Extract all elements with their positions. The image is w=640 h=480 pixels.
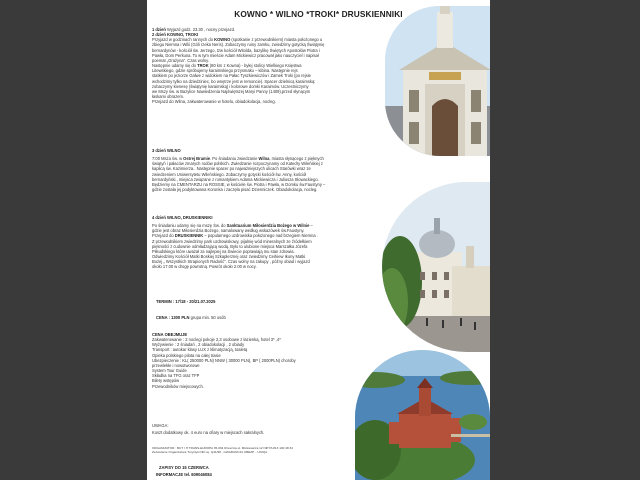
day2-line: Następnie udamy się do xyxy=(152,63,198,69)
uwaga-heading: UWAGA: xyxy=(152,423,169,428)
day4-line: Z przewodnikiem zwiedzimy park uzdrowiskowy, pijalnię wód mineralnych ze źródełkiem xyxy=(152,238,312,244)
day4-heading: 4 dzień WILNO, DRUSKIENNIKI xyxy=(152,215,213,220)
day3-line: 7:00 Msza św. w xyxy=(152,156,184,162)
includes-item: przewlekłe i nowotworowe xyxy=(152,362,200,368)
day2-line: Przyjazd w godzinach rannych do xyxy=(152,37,215,43)
day4-line: Bożej „ Wszystkich Strapionych Radość". Czas wolny na zakupy , późny obiad i wyjazd xyxy=(152,259,310,265)
day4-line: – popularnego uzdrowiska położonego nad brzegiem Niemna . xyxy=(203,233,318,239)
day4-line: Po śniadaniu udamy się na mszę Św. do xyxy=(152,223,227,229)
day3-line: zwiedzeniem Uniwersytetu Wileńskiego. Zobaczymy gotycki kościół św. Anny, kościół xyxy=(152,171,307,177)
cena xyxy=(156,315,226,320)
flyer-title: KOWNO * WILNO *TROKI* DRUSKIENNIKI xyxy=(234,9,403,19)
day3-line: kaplicą św. Kazimierza.. Następnie spacer po najważniejszych ulicach Starówki wraz ze xyxy=(152,166,311,172)
day4-line: Piłsudskiego które uważał za najlepiej na Świecie poprawiają mu stan zdrowia. xyxy=(152,248,295,254)
includes-item: Transport : autokar klasy LUX z klimatyzacją, toaletą xyxy=(152,347,248,353)
includes-item: Wyżywienie : 2 śniadań , 2 obiadokolacji , 2 obiady xyxy=(152,342,245,348)
day4-line: piękności z cudownie odmładzającą wodą. Było to ulubione miejsca Marszałka Józefa xyxy=(152,243,308,249)
day2-line: Przejazd do Wilna, zakwaterowanie w hotelu, obiadokolacja, nocleg. xyxy=(152,99,276,105)
day2-line: łaskami obrazem. xyxy=(152,94,185,100)
day1-text: Wyjazd godz. 23.30 , nocny przejazd. xyxy=(165,27,236,32)
wilno-highlight: Wilna xyxy=(258,156,270,162)
day3-line: Będziemy na CMENTARZU na ROSSIE, w kościele św. Piotra i Pawła, w Domku św.Faustyny – xyxy=(152,181,326,187)
day4-line: Odwiedzimy Kościół Matki Boskiej Szkaplerznej oraz zwiedzimy Cerkiew Ikony Matki xyxy=(152,254,306,260)
organizer-line: ORGANIZATOR : BUT I H TRANS-EUROPA 35-064 Rzeszów ul. Mickiewicza 12 NIP PL813 100 48 34 xyxy=(152,446,293,450)
uwaga-text: Koszt dodatkowy ok. 4 euro na ofiary w miejscach sakralnych. xyxy=(152,430,265,436)
day2-line: statkiem po jeziorze Galwe z widokiem na Pałac Tyszkiewiczów i Zamek Troki (po rejsie xyxy=(152,73,311,79)
day1-label: 1 dzień xyxy=(152,27,166,32)
cena-note: grupa min. 50 osób xyxy=(189,315,226,320)
day2-line: poemat „Grażyna”. Czas wolny. xyxy=(152,57,210,63)
day3-section xyxy=(152,148,404,192)
includes-item: Składka na TFG oraz TFP xyxy=(152,373,200,379)
day4-line: Przejazd do xyxy=(152,233,175,239)
includes-item: Zakwaterowanie : 2 noclegi pokoje 2,3 osobowe z łazienką, hotel 3* ,4* xyxy=(152,337,281,343)
day3-heading: 3 dzień WILNO xyxy=(152,148,181,153)
day3-line: . Po śniadaniu zwiedzanie xyxy=(210,156,259,162)
termin: TERMIN : 17/18 - 20/21.07.2025 xyxy=(156,299,216,304)
day2-line: (spotkanie z przewodnikiem) miasta położonego u xyxy=(230,37,323,43)
includes-item: Przewodników miejscowych. xyxy=(152,383,204,389)
kowno-highlight: KOWNO xyxy=(214,37,231,43)
includes-item: Opieka polskiego pilota na całej trasie xyxy=(152,352,221,358)
zapisy: ZAPISY DO 15 CZERWCA xyxy=(159,465,209,470)
cena-label: CENA : 1300 PLN xyxy=(156,315,190,320)
day4-line: – xyxy=(309,223,313,229)
day2-line: zbiegu Niemna i Wilii (Góli rzeka Neris). Zobaczymy ruiny zamku, zwiedzimy gotycką Świątynię xyxy=(152,42,325,48)
church-photo xyxy=(385,6,490,156)
flyer-sheet xyxy=(147,0,490,480)
trakai-castle-photo xyxy=(355,350,490,480)
day2-line: wchodzimy tylko na dziedziniec, bo wnętrze jest w remoncie). Spacer dzielnicą karaimską: xyxy=(152,78,316,84)
day1-section xyxy=(152,27,404,104)
sanktuarium-highlight: Sanktuarium Miłosierdzia Bożego w Wilnie xyxy=(226,223,310,229)
church-illustration xyxy=(385,6,490,156)
includes-item: System Tour Guide xyxy=(152,368,187,374)
day3-line: bernardyński., miejsca związane z romantykiem Adama Mickiewicza i Juliusza Słowackiego. xyxy=(152,176,319,182)
day2-line: Pawła, Dom Perkuna. To w tym mieście Adam Mickiewicz pracował jako nauczyciel i napisał xyxy=(152,52,319,58)
day4-line: około 17.00 w drogę powrotną. Powrót około 2.00 w nocy. xyxy=(152,264,257,270)
druskienniki-highlight: DRUSKIENNIK xyxy=(174,233,204,239)
organizer-info xyxy=(152,446,293,454)
day2-line: bernardynów - kościół św. Jerzego, tzw kościół Witolda, bazylikę Świętych Apostołów Piotra i xyxy=(152,47,320,53)
day3-line: gdzie została jej podyktowana Koronka i zaczęła pisać Dzienniczek. Obiadokolacja, nocleg. xyxy=(152,187,318,193)
day2-line: we Mszy św. w Bazylice Nawiedzenia Najświętszej Maryi Panny (1409),przed słynącym xyxy=(152,88,311,94)
informacje: INFORMACJE tel. 609046084 xyxy=(156,472,212,477)
includes-heading: CENA OBEJMUJE xyxy=(152,332,188,337)
organizer-line: Zezwolenie Organizatora Turystyki NR rej. Q41/98 , GWARANCJA UBEZP. - UNIQA xyxy=(152,450,268,454)
castle-illustration xyxy=(355,350,490,480)
street-illustration xyxy=(382,182,490,352)
day3-line: , miasta słynącego z pięknych xyxy=(269,156,324,162)
day4-section xyxy=(152,215,404,270)
uwaga-section xyxy=(152,423,264,435)
day2-line: (80 km z Kowna) - byłej stolicy Wielkiego Księstwa xyxy=(208,63,302,69)
day2-line: Litewskiego, gdzie spróbujemy karaimskiego przysmaku – kibina. Następnie rejs xyxy=(152,68,298,74)
includes-item: Ubezpieczenie : KL( 250000 PLN) NNW ( 30000 PLN), BP ( 2000PLN) choroby xyxy=(152,357,296,363)
day2-line: zobaczymy kienesę (świątynię karaimską) i kolorowe domki Karaimów. Uczestniczymy xyxy=(152,83,309,89)
trok-highlight: TROK xyxy=(197,63,209,69)
day2-heading: 2 dzień KOWNO, TROKI xyxy=(152,32,199,38)
vilnius-street-photo xyxy=(382,182,490,352)
ostra-brama-highlight: Ostrej Bramie xyxy=(183,156,211,162)
day4-line: gdzie jest obraz Miłosierdzia Bożego, namalowany według wskazówek św.Faustyny. xyxy=(152,228,305,234)
day3-line: świątyń i pałaców zmarych rodów polskich. Zwiedzanie rozpoczynamy od Katedry Wileńskiej z xyxy=(152,161,323,167)
includes-item: Bilety wstępów xyxy=(152,378,180,384)
